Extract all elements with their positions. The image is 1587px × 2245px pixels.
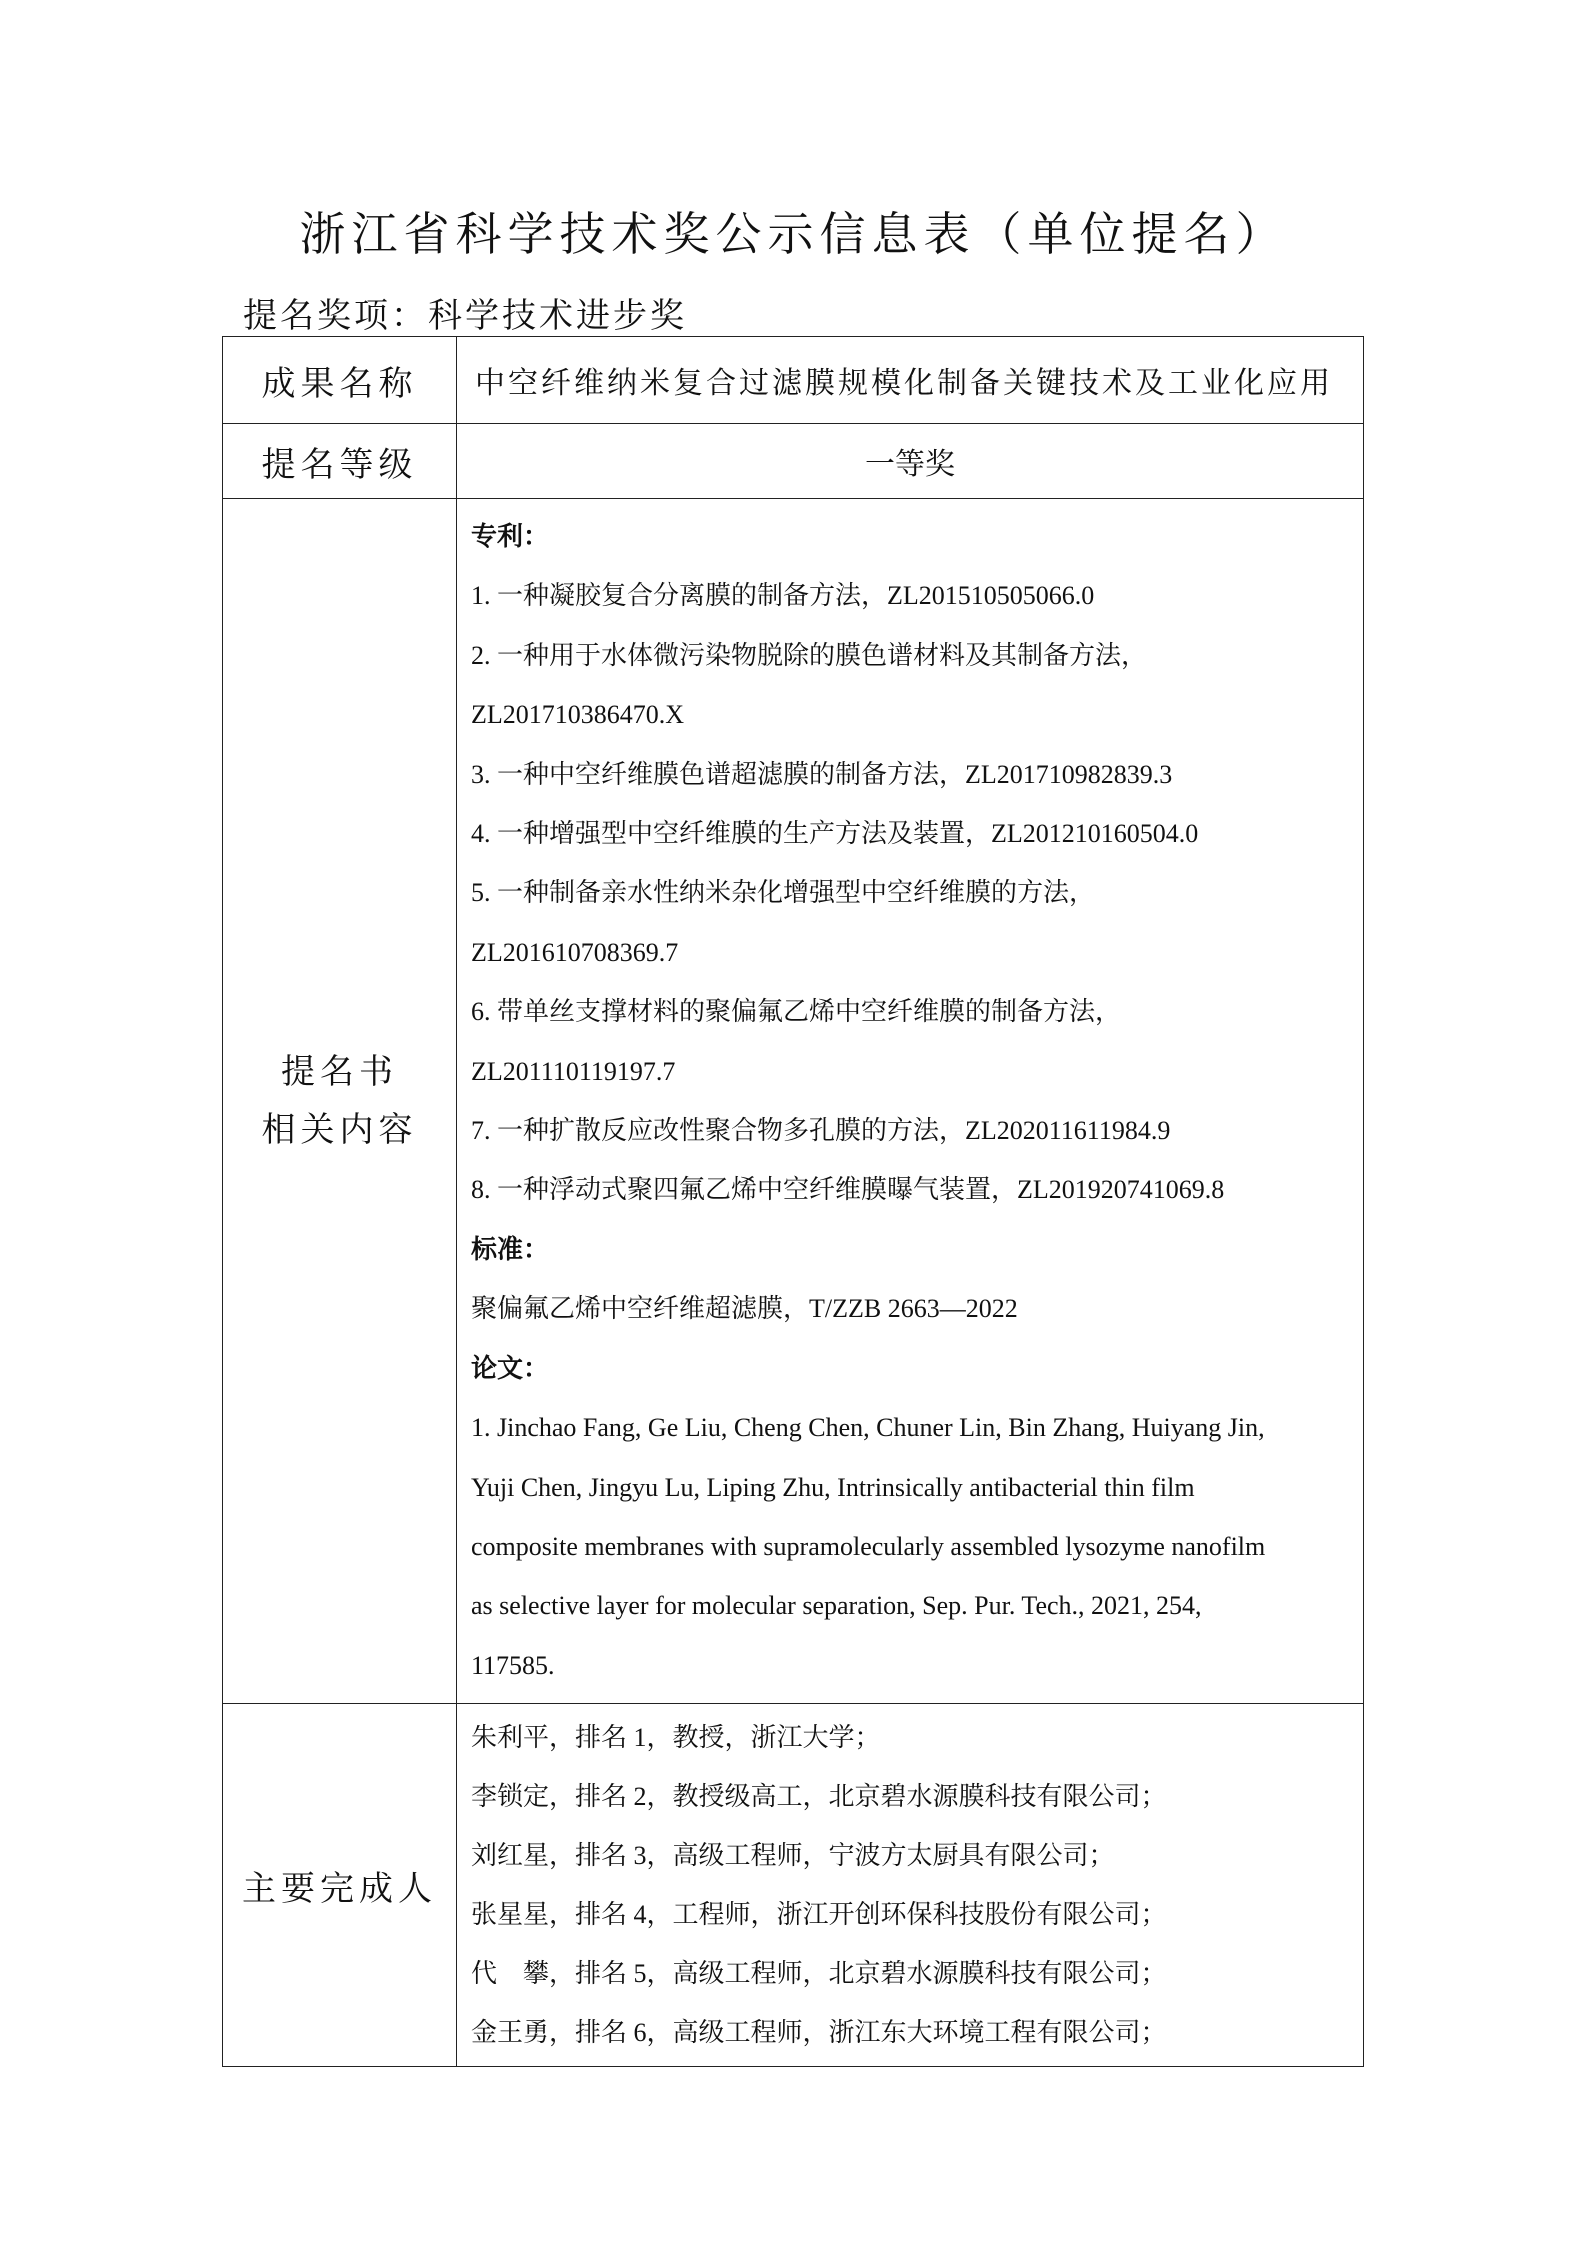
- patent-line: 3. 一种中空纤维膜色谱超滤膜的制备方法，ZL201710982839.3: [471, 759, 1173, 789]
- people-cell: [457, 1704, 1364, 2067]
- patent-line: ZL201710386470.X: [471, 700, 685, 730]
- patent-line: 2. 一种用于水体微污染物脱除的膜色谱材料及其制备方法，: [471, 640, 1148, 670]
- patents-heading: 专利：: [471, 522, 550, 551]
- paper-line: Yuji Chen, Jingyu Lu, Liping Zhu, Intrinsically antibacterial thin film: [471, 1472, 1195, 1502]
- award-category-value: 科学技术进步奖: [428, 296, 687, 336]
- row-grade: [223, 424, 1364, 499]
- paper-line: 1. Jinchao Fang, Ge Liu, Cheng Chen, Chuner Lin, Bin Zhang, Huiyang Jin,: [471, 1413, 1265, 1443]
- content-cell: [457, 499, 1364, 1704]
- row-achievement: [223, 337, 1364, 424]
- person-line: 李锁定，排名 2，教授级高工，北京碧水源膜科技有限公司；: [471, 1782, 1167, 1812]
- person-line: 代 攀，排名 5，高级工程师，北京碧水源膜科技有限公司；: [471, 1959, 1167, 1989]
- patent-line: ZL201610708369.7: [471, 937, 679, 967]
- achievement-name: 中空纤维纳米复合过滤膜规模化制备关键技术及工业化应用: [457, 337, 1364, 424]
- content-label-line2: 相关内容: [261, 1110, 418, 1151]
- patent-line: 6. 带单丝支撑材料的聚偏氟乙烯中空纤维膜的制备方法，: [471, 997, 1122, 1027]
- paper-line: composite membranes with supramolecularly assembled lysozyme nanofilm: [471, 1531, 1266, 1561]
- row-content: [223, 499, 1364, 1704]
- row-people: [223, 1704, 1364, 2067]
- patent-line: 4. 一种增强型中空纤维膜的生产方法及装置，ZL201210160504.0: [471, 819, 1199, 849]
- person-line: 朱利平，排名 1，教授，浙江大学；: [471, 1723, 881, 1753]
- papers-heading: 论文：: [471, 1353, 550, 1383]
- grade-value: 一等奖: [457, 424, 1364, 499]
- grade-label: 提名等级: [223, 424, 457, 499]
- person-line: 金王勇，排名 6，高级工程师，浙江东大环境工程有限公司；: [471, 2018, 1167, 2048]
- info-table: [222, 336, 1364, 2067]
- patent-line: ZL201110119197.7: [471, 1056, 676, 1086]
- document-title: 浙江省科学技术奖公示信息表（单位提名）: [299, 207, 1288, 261]
- patent-line: 1. 一种凝胶复合分离膜的制备方法，ZL201510505066.0: [471, 581, 1095, 611]
- award-category: [243, 288, 687, 337]
- patent-line: 7. 一种扩散反应改性聚合物多孔膜的方法，ZL202011611984.9: [471, 1116, 1171, 1146]
- standard-line: 聚偏氟乙烯中空纤维超滤膜，T/ZZB 2663—2022: [471, 1294, 1018, 1324]
- achievement-label: 成果名称: [223, 337, 457, 424]
- person-line: 张星星，排名 4，工程师，浙江开创环保科技股份有限公司；: [471, 1900, 1167, 1930]
- people-label: 主要完成人: [223, 1704, 457, 2067]
- standards-heading: 标准：: [471, 1234, 550, 1264]
- paper-line: as selective layer for molecular separation, Sep. Pur. Tech., 2021, 254,: [471, 1591, 1202, 1621]
- patent-line: 8. 一种浮动式聚四氟乙烯中空纤维膜曝气装置，ZL201920741069.8: [471, 1175, 1225, 1205]
- person-line: 刘红星，排名 3，高级工程师，宁波方太厨具有限公司；: [471, 1841, 1115, 1871]
- paper-line: 117585.: [471, 1650, 555, 1680]
- content-label: [223, 499, 457, 1704]
- patent-line: 5. 一种制备亲水性纳米杂化增强型中空纤维膜的方法，: [471, 878, 1096, 908]
- content-label-line1: 提名书: [281, 1052, 398, 1093]
- award-category-label: 提名奖项：: [243, 296, 428, 336]
